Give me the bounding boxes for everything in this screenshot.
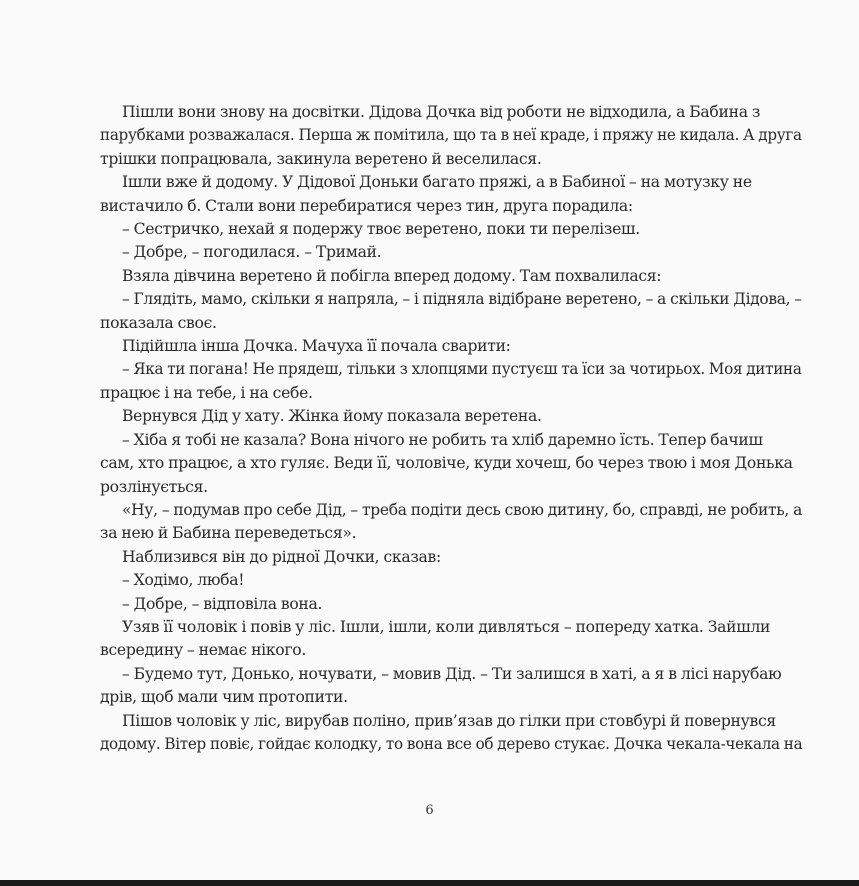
text-line: Ішли вже й додому. У Дідової Доньки багато пряжі, а в Бабиної – на мотузку не [122,173,752,192]
text-line: – Добре, – відповіла вона. [122,594,323,613]
text-line: розлінується. [100,477,208,496]
text-line: Узяв її чоловік і повів у ліс. Ішли, ішли, коли дивляться – попереду хатка. Зайшли [122,617,771,636]
text-line: Взяла дівчина веретено й побігла вперед додому. Там похвалилася: [122,266,662,285]
text-line: вистачило б. Стали вони перебиратися через тин, друга порадила: [100,196,633,215]
page-number: 6 [425,803,434,818]
text-line: Вернувся Дід у хату. Жінка йому показала веретена. [122,407,542,426]
body-text [100,101,803,756]
text-line: за нею й Бабина переведеться». [100,524,357,543]
text-line: – Сестричко, нехай я подержу твоє веретено, поки ти перелізеш. [122,220,640,239]
text-line: всередину – немає нікого. [100,641,306,660]
bottom-border [0,880,859,886]
text-line: парубками розважалася. Перша ж помітила, що та в неї краде, і пряжу не кидала. А друга [100,126,802,145]
text-line: «Ну, – подумав про себе Дід, – треба подіти десь свою дитину, бо, справді, не робить, а [122,500,803,519]
text-line: Підійшла інша Дочка. Мачуха її почала сварити: [122,337,511,356]
text-line: – Добре, – погодилася. – Тримай. [122,243,382,262]
text-line: сам, хто працює, а хто гуляє. Веди її, чоловіче, куди хочеш, бо через твою і моя Донька [100,454,793,473]
text-line: працює і на тебе, і на себе. [100,383,313,402]
text-line: – Глядіть, мамо, скільки я напряла, – і підняла відібране веретено, – а скільки Дідова, – [122,290,802,309]
text-line: дрів, щоб мали чим протопити. [100,688,348,707]
text-line: трішки попрацювала, закинула веретено й веселилася. [100,149,542,168]
text-line: Пішли вони знову на досвітки. Дідова Дочка від роботи не відходила, а Бабина з [122,103,761,121]
text-line: – Будемо тут, Донько, ночувати, – мовив Дід. – Ти залишся в хаті, а я в лісі нарубаю [122,664,782,683]
text-line: показала своє. [100,313,217,332]
text-line: – Ходімо, люба! [122,571,245,590]
text-line: – Яка ти погана! Не прядеш, тільки з хлопцями пустуєш та їси за чотирьох. Моя дитина [122,360,802,379]
text-line: додому. Вітер повіє, гойдає колодку, то вона все об дерево стукає. Дочка чекала-чекала на [100,734,803,753]
text-line: Пішов чоловік у ліс, вирубав поліно, прив’язав до гілки при стовбурі й повернувся [122,711,776,730]
text-line: – Хіба я тобі не казала? Вона нічого не робить та хліб даремно їсть. Тепер бачиш [122,430,763,449]
text-line: Наблизився він до рідної Дочки, сказав: [122,547,441,566]
